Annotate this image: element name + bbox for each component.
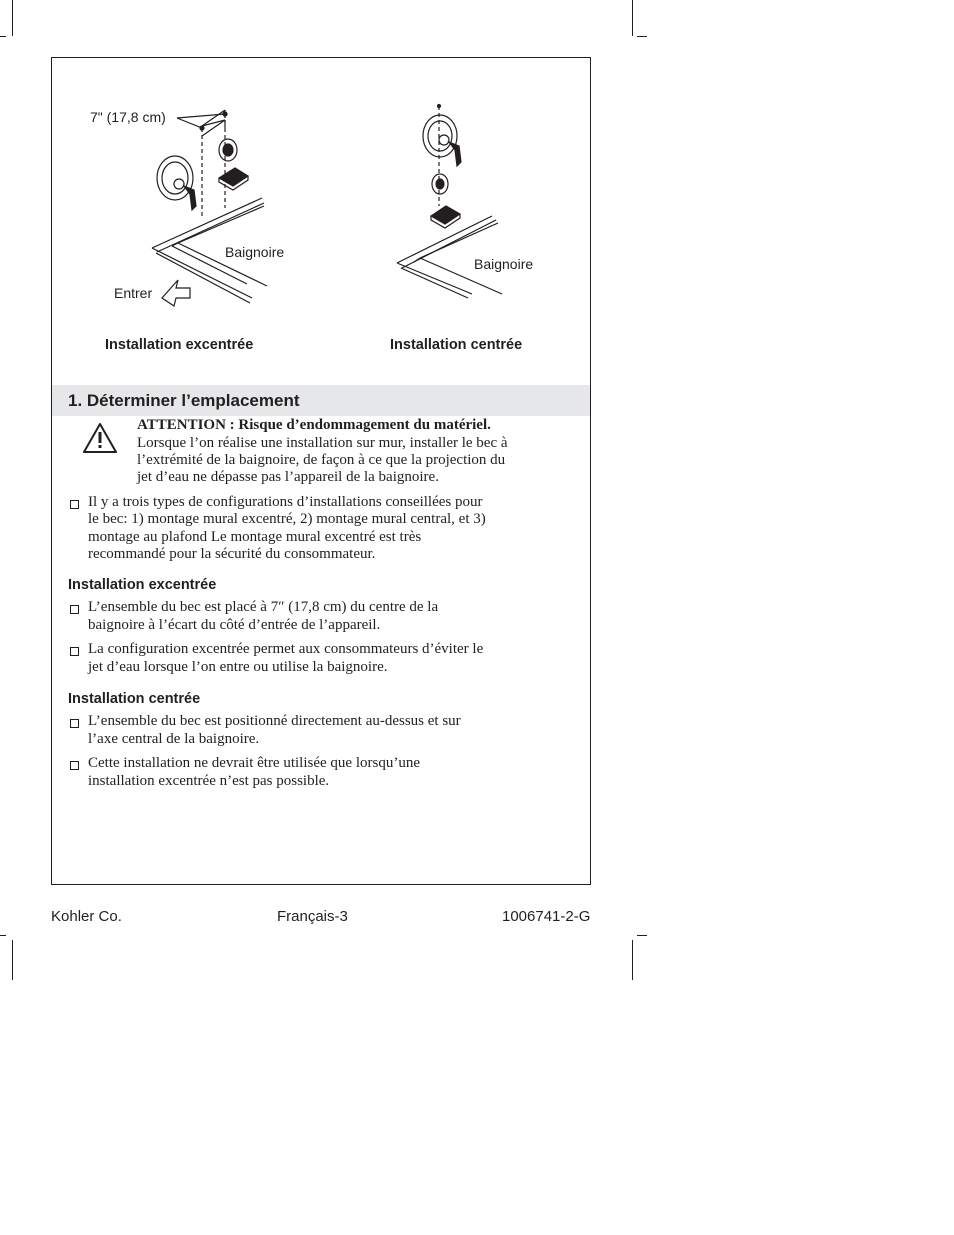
crop-mark [637,36,647,37]
footer-company: Kohler Co. [51,908,122,925]
centered-bullet-line: l’axe central de la baignoire. [88,731,260,747]
right-tub-label: Baignoire [474,256,534,272]
bullet-checkbox [70,500,79,509]
dimension-label: 7" (17,8 cm) [90,109,166,125]
warning-icon [82,422,118,454]
centered-bullet-line: installation excentrée n’est pas possible. [88,773,330,789]
installation-illustration [52,58,590,378]
offset-bullet-line: La configuration excentrée permet aux consommateurs d’éviter le [88,641,484,657]
caption-offset: Installation excentrée [105,337,254,353]
bullet-checkbox [70,647,79,656]
crop-mark [632,940,633,980]
bullet-checkbox [70,605,79,614]
intro-line: Il y a trois types de configurations d’installations conseillées pour [88,494,483,510]
caution-heading: ATTENTION : Risque d’endommagement du matériel. [137,417,491,433]
content-frame [51,57,591,885]
intro-line: recommandé pour la sécurité du consommateur. [88,546,376,562]
footer-page-number: Français-3 [277,908,348,925]
centered-bullet-line: Cette installation ne devrait être utilisée que lorsqu’une [88,755,420,771]
crop-mark [637,935,647,936]
crop-mark [0,36,6,37]
caption-centered: Installation centrée [390,337,523,353]
crop-mark [12,0,13,36]
section-title: 1. Déterminer l’emplacement [68,391,300,410]
caution-line: jet d’eau ne dépasse pas l’appareil de la baignoire. [137,469,439,485]
offset-bullet-line: baignoire à l’écart du côté d’entrée de l’appareil. [88,617,381,633]
crop-mark [12,940,13,980]
offset-heading: Installation excentrée [68,577,217,593]
offset-bullet-line: L’ensemble du bec est placé à 7″ (17,8 cm) du centre de la [88,599,439,615]
centered-heading: Installation centrée [68,691,201,707]
crop-mark [632,0,633,36]
caution-line: Lorsque l’on réalise une installation sur mur, installer le bec à [137,435,508,451]
intro-line: montage au plafond Le montage mural excentré est très [88,529,422,545]
intro-line: le bec: 1) montage mural excentré, 2) montage mural central, et 3) [88,511,486,527]
centered-bullet-line: L’ensemble du bec est positionné directement au-dessus et sur [88,713,461,729]
crop-mark [0,935,6,936]
section-header [52,385,590,416]
enter-label: Entrer [114,285,153,301]
bullet-checkbox [70,761,79,770]
bullet-checkbox [70,719,79,728]
caution-line: l’extrémité de la baignoire, de façon à ce que la projection du [137,452,506,468]
left-tub-label: Baignoire [225,244,285,260]
offset-bullet-line: jet d’eau lorsque l’on entre ou utilise la baignoire. [88,659,388,675]
footer-doc-number: 1006741-2-G [502,908,591,925]
